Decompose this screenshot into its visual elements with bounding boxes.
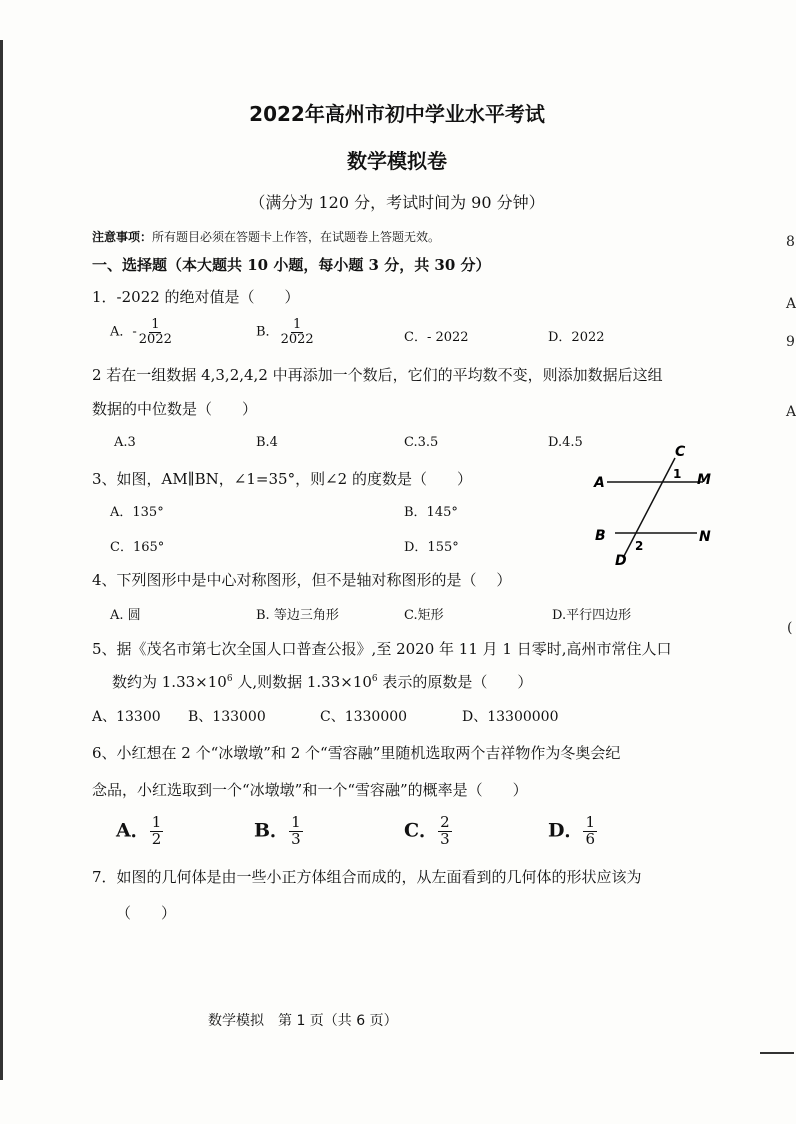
q4-option-c: C.矩形 [404,608,444,623]
q4-stem: 4、下列图形中是中心对称图形，但不是轴对称图形的是（ ） [92,571,512,589]
q7-line2: （ ） [116,904,177,922]
label-n: N [699,529,711,545]
q5-option-b: B、133000 [188,709,266,725]
notice-label: 注意事项： [92,230,153,244]
page-footer: 数学模拟 第 1 页（共 6 页） [208,1013,398,1029]
q4-option-d: D.平行四边形 [552,608,632,623]
q5-option-d: D、13300000 [462,709,559,725]
q2-line1: 2 若在一组数据 4,3,2,4,2 中再添加一个数后，它们的平均数不变，则添加数据后这组 [92,366,663,384]
q7-line1: 7．如图的几何体是由一些小正方体组合而成的，从左面看到的几何体的形状应该为 [92,868,642,886]
q5-line2-part1: 数约为 1.33×10 [112,673,227,691]
q1-option-a [110,318,174,346]
edge-mark-4: A [786,404,796,420]
exam-subtitle: 数学模拟卷 [347,149,447,173]
q6-d-den: 6 [585,829,596,848]
q3-option-c: C．165° [110,540,165,555]
q1-b-den: 2022 [280,331,314,347]
q5-line2-part2: 人,则数据 1.33×10 [232,673,372,691]
exam-info: （满分为 120 分，考试时间为 90 分钟） [249,193,545,212]
q1-stem: 1．-2022 的绝对值是（ ） [92,288,300,306]
section-heading: 一、选择题（本大题共 10 小题，每小题 3 分，共 30 分） [92,256,491,274]
q2-line2: 数据的中位数是（ ） [92,400,258,418]
q6-d-num: 1 [585,813,596,831]
q5-line1: 5、据《茂名市第七次全国人口普查公报》,至 2020 年 11 月 1 日零时,高州市常住人口 [92,640,672,658]
label-d: D [615,553,627,569]
q6-c-label: C． [404,819,439,842]
q1-a-den: 2022 [138,331,172,347]
label-c: C [675,444,686,460]
q1-b-prefix: B． [256,324,279,340]
q6-option-c [404,815,452,848]
q6-a-num: 1 [151,813,162,831]
edge-mark-3: 9 [786,334,795,350]
q6-d-label: D． [548,819,584,842]
q1-option-b [256,318,316,346]
q2-option-b: B.4 [256,435,278,450]
edge-mark-2: A [786,296,796,312]
edge-mark-1: 8 [786,234,795,250]
label-m: M [697,472,711,488]
q5-option-c: C、1330000 [320,709,408,725]
notice [92,228,440,245]
q6-line1: 6、小红想在 2 个“冰墩墩”和 2 个“雪容融”里随机选取两个吉祥物作为冬奥会纪 [92,744,621,762]
q6-option-a [116,815,163,848]
q2-option-c: C.3.5 [404,435,439,450]
q3-option-a: A．135° [110,505,164,520]
scan-edge-bottom [760,1052,794,1054]
q3-option-d: D．155° [404,540,459,555]
label-angle-2: 2 [635,539,644,553]
q6-a-den: 2 [151,829,162,848]
q6-a-label: A． [116,819,150,842]
q1-a-num: 1 [151,317,160,332]
q6-c-den: 3 [440,829,450,848]
q4-option-b: B. 等边三角形 [256,608,339,623]
edge-mark-5: ( [787,620,793,636]
scan-edge-left [0,40,3,1080]
q5-exponent-1: 6 [226,674,233,684]
q6-c-num: 2 [440,813,450,831]
q2-option-d: D.4.5 [548,435,583,450]
q4-option-a: A. 圆 [110,608,141,623]
exam-title: 2022年高州市初中学业水平考试 [249,102,545,126]
q3-figure [585,440,725,570]
label-angle-1: 1 [673,467,682,481]
q6-option-b [254,815,303,848]
q6-option-d [548,815,597,848]
label-a: A [594,475,605,491]
q6-b-num: 1 [291,813,301,831]
q6-b-den: 3 [291,829,301,848]
q5-line2 [112,671,532,692]
q5-option-a: A、13300 [92,709,161,725]
q5-line2-part3: 表示的原数是（ ） [377,673,533,691]
q5-exponent-2: 6 [371,674,378,684]
transversal-cd [623,458,675,558]
label-b: B [595,528,606,544]
q1-b-num: 1 [292,317,302,332]
notice-text: 所有题目必须在答题卡上作答，在试题卷上答题无效。 [152,230,441,244]
q3-option-b: B．145° [404,505,458,520]
q6-line2: 念品，小红选取到一个“冰墩墩”和一个“雪容融”的概率是（ ） [92,781,528,799]
q2-option-a: A.3 [114,435,136,450]
q3-stem: 3、如图，AM∥BN，∠1=35°，则∠2 的度数是（ ） [92,470,472,488]
q6-b-label: B． [254,819,290,842]
q1-option-d: D．2022 [548,330,605,345]
q1-a-prefix: A．- [110,324,137,340]
q1-option-c: C．- 2022 [404,330,469,345]
